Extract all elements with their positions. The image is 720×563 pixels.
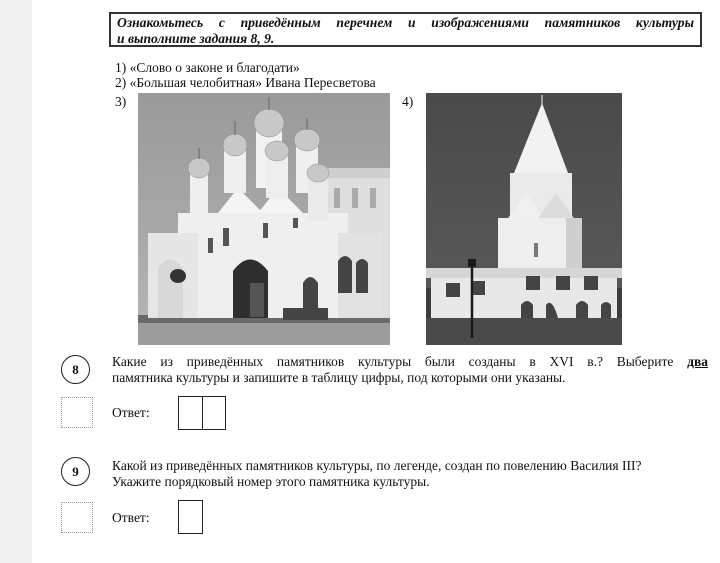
question-9-answer-table [178, 500, 203, 534]
cathedral-photo [138, 93, 390, 345]
monument-item-1: 1) «Слово о законе и благодати» [115, 60, 300, 75]
emphasis-two: два [687, 354, 708, 369]
instruction-line-2: и выполните задания 8, 9. [117, 31, 275, 46]
question-8-answer-cell-1[interactable] [179, 397, 202, 429]
question-8-text: Какие из приведённых памятников культуры были созданы в XVI в.? Выберите два памятника культуры и запишите в таблицу цифры, под которыми они указаны. [112, 354, 708, 385]
monument-list [115, 60, 376, 90]
question-9-score-box [61, 502, 93, 533]
question-9-number: 9 [61, 457, 90, 486]
monument-item-2: 2) «Большая челобитная» Ивана Пересветова [115, 75, 376, 90]
left-margin-strip [0, 0, 32, 563]
question-8-number: 8 [61, 355, 90, 384]
question-9-text: Какой из приведённых памятников культуры, по легенде, создан по повелению Василия III? Укажите порядковый номер этого памятника культуры. [112, 458, 642, 489]
tent-church-photo [426, 93, 622, 345]
question-9-answer-cell[interactable] [179, 501, 202, 533]
question-8-answer-label: Ответ: [112, 405, 150, 420]
question-8-score-box [61, 397, 93, 428]
monument-item-3-label: 3) [115, 94, 127, 109]
instruction-line-1: Ознакомьтесь с приведённым перечнем и изображениями памятников культуры [117, 15, 694, 30]
instruction-box [109, 12, 702, 47]
question-8-answer-table [178, 396, 226, 430]
monument-item-4-label: 4) [402, 94, 414, 109]
question-9-answer-label: Ответ: [112, 510, 150, 525]
question-8-answer-cell-2[interactable] [202, 397, 225, 429]
